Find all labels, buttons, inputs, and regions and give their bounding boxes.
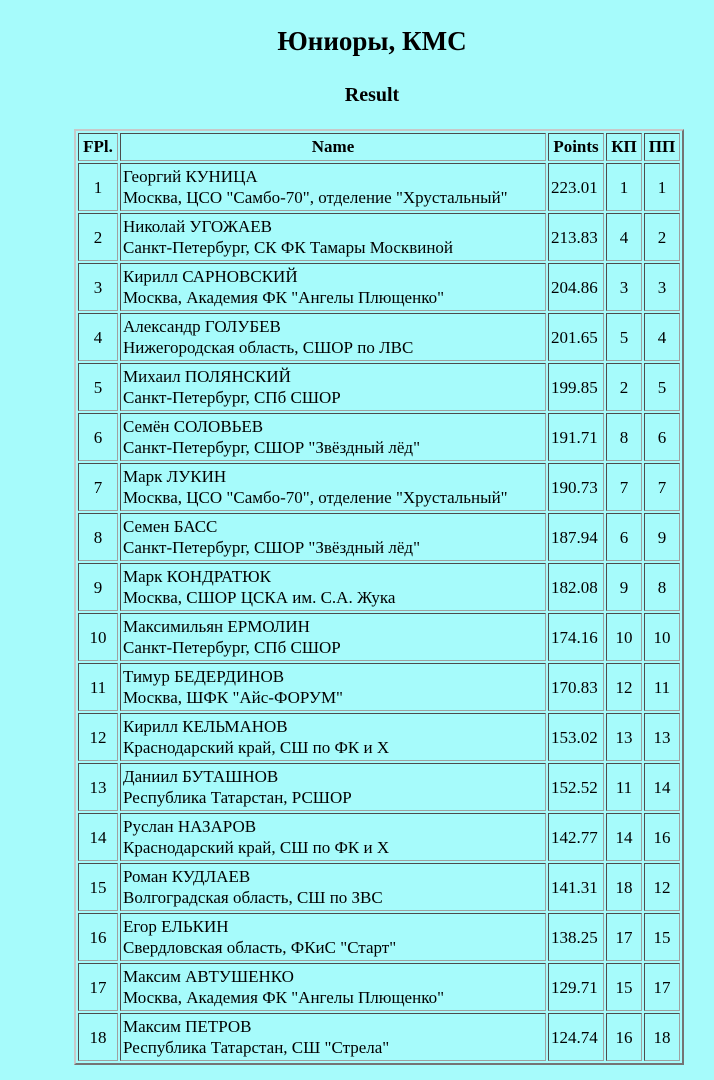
skater-name: Семен БАСС [123, 517, 218, 536]
points-cell: 204.86 [548, 263, 604, 311]
pp-cell: 5 [644, 363, 680, 411]
skater-name: Даниил БУТАШНОВ [123, 767, 279, 786]
kp-cell: 17 [606, 913, 642, 961]
points-cell: 191.71 [548, 413, 604, 461]
skater-name: Георгий КУНИЦА [123, 167, 258, 186]
pp-cell: 13 [644, 713, 680, 761]
column-header-pp: ПП [644, 133, 680, 161]
pp-cell: 7 [644, 463, 680, 511]
points-cell: 187.94 [548, 513, 604, 561]
kp-cell: 4 [606, 213, 642, 261]
kp-cell: 14 [606, 813, 642, 861]
place-cell: 7 [78, 463, 118, 511]
pp-cell: 17 [644, 963, 680, 1011]
table-row [78, 613, 680, 661]
points-cell: 170.83 [548, 663, 604, 711]
points-cell: 152.52 [548, 763, 604, 811]
place-cell: 10 [78, 613, 118, 661]
kp-cell: 7 [606, 463, 642, 511]
place-cell: 6 [78, 413, 118, 461]
kp-cell: 11 [606, 763, 642, 811]
table-row [78, 663, 680, 711]
points-cell: 129.71 [548, 963, 604, 1011]
table-row [78, 263, 680, 311]
table-header-row [78, 133, 680, 161]
name-cell [120, 413, 546, 461]
pp-cell: 4 [644, 313, 680, 361]
points-cell: 141.31 [548, 863, 604, 911]
table-row [78, 763, 680, 811]
table-row [78, 813, 680, 861]
name-cell [120, 713, 546, 761]
table-row [78, 463, 680, 511]
kp-cell: 8 [606, 413, 642, 461]
name-cell [120, 763, 546, 811]
place-cell: 14 [78, 813, 118, 861]
kp-cell: 18 [606, 863, 642, 911]
skater-name: Кирилл САРНОВСКИЙ [123, 267, 298, 286]
table-row [78, 963, 680, 1011]
points-cell: 182.08 [548, 563, 604, 611]
table-row [78, 1013, 680, 1061]
skater-name: Семён СОЛОВЬЕВ [123, 417, 264, 436]
kp-cell: 16 [606, 1013, 642, 1061]
place-cell: 3 [78, 263, 118, 311]
pp-cell: 18 [644, 1013, 680, 1061]
pp-cell: 11 [644, 663, 680, 711]
place-cell: 4 [78, 313, 118, 361]
pp-cell: 3 [644, 263, 680, 311]
table-row [78, 713, 680, 761]
pp-cell: 6 [644, 413, 680, 461]
points-cell: 201.65 [548, 313, 604, 361]
place-cell: 15 [78, 863, 118, 911]
name-cell [120, 613, 546, 661]
skater-name: Роман КУДЛАЕВ [123, 867, 251, 886]
points-cell: 190.73 [548, 463, 604, 511]
name-cell [120, 863, 546, 911]
skater-club: Санкт-Петербург, СК ФК Тамары Москвиной [123, 238, 454, 257]
kp-cell: 2 [606, 363, 642, 411]
place-cell: 8 [78, 513, 118, 561]
skater-club: Нижегородская область, СШОР по ЛВС [123, 338, 414, 357]
points-cell: 174.16 [548, 613, 604, 661]
skater-club: Волгоградская область, СШ по ЗВС [123, 888, 383, 907]
skater-club: Санкт-Петербург, СШОР "Звёздный лёд" [123, 538, 421, 557]
column-header-fpl: FPl. [78, 133, 118, 161]
skater-club: Республика Татарстан, РСШОР [123, 788, 352, 807]
skater-club: Краснодарский край, СШ по ФК и Х [123, 738, 390, 757]
place-cell: 13 [78, 763, 118, 811]
skater-club: Москва, Академия ФК "Ангелы Плющенко" [123, 988, 445, 1007]
name-cell [120, 513, 546, 561]
place-cell: 9 [78, 563, 118, 611]
skater-club: Санкт-Петербург, СШОР "Звёздный лёд" [123, 438, 421, 457]
kp-cell: 12 [606, 663, 642, 711]
skater-name: Егор ЕЛЬКИН [123, 917, 229, 936]
name-cell [120, 463, 546, 511]
pp-cell: 9 [644, 513, 680, 561]
place-cell: 16 [78, 913, 118, 961]
points-cell: 213.83 [548, 213, 604, 261]
table-row [78, 863, 680, 911]
points-cell: 124.74 [548, 1013, 604, 1061]
kp-cell: 3 [606, 263, 642, 311]
column-header-points: Points [548, 133, 604, 161]
name-cell [120, 813, 546, 861]
column-header-kp: КП [606, 133, 642, 161]
skater-club: Свердловская область, ФКиС "Старт" [123, 938, 397, 957]
column-header-name: Name [120, 133, 546, 161]
place-cell: 2 [78, 213, 118, 261]
points-cell: 153.02 [548, 713, 604, 761]
table-row [78, 913, 680, 961]
results-table [74, 129, 684, 1065]
skater-name: Максим АВТУШЕНКО [123, 967, 294, 986]
place-cell: 1 [78, 163, 118, 211]
skater-name: Руслан НАЗАРОВ [123, 817, 257, 836]
skater-club: Республика Татарстан, СШ "Стрела" [123, 1038, 390, 1057]
pp-cell: 8 [644, 563, 680, 611]
skater-name: Михаил ПОЛЯНСКИЙ [123, 367, 291, 386]
skater-name: Кирилл КЕЛЬМАНОВ [123, 717, 288, 736]
pp-cell: 16 [644, 813, 680, 861]
skater-club: Москва, ЦСО "Самбо-70", отделение "Хрустальный" [123, 188, 508, 207]
kp-cell: 13 [606, 713, 642, 761]
name-cell [120, 563, 546, 611]
points-cell: 223.01 [548, 163, 604, 211]
pp-cell: 15 [644, 913, 680, 961]
pp-cell: 2 [644, 213, 680, 261]
skater-club: Краснодарский край, СШ по ФК и Х [123, 838, 390, 857]
skater-name: Марк ЛУКИН [123, 467, 227, 486]
name-cell [120, 313, 546, 361]
place-cell: 18 [78, 1013, 118, 1061]
page-subtitle: Result [344, 84, 400, 106]
skater-name: Александр ГОЛУБЕВ [123, 317, 281, 336]
table-row [78, 313, 680, 361]
pp-cell: 14 [644, 763, 680, 811]
table-row [78, 213, 680, 261]
skater-club: Санкт-Петербург, СПб СШОР [123, 388, 341, 407]
skater-name: Максимильян ЕРМОЛИН [123, 617, 310, 636]
kp-cell: 5 [606, 313, 642, 361]
name-cell [120, 1013, 546, 1061]
pp-cell: 12 [644, 863, 680, 911]
place-cell: 5 [78, 363, 118, 411]
pp-cell: 1 [644, 163, 680, 211]
kp-cell: 6 [606, 513, 642, 561]
name-cell [120, 263, 546, 311]
table-row [78, 563, 680, 611]
name-cell [120, 213, 546, 261]
skater-name: Марк КОНДРАТЮК [123, 567, 271, 586]
table-row [78, 513, 680, 561]
page-title: Юниоры, КМС [277, 26, 467, 56]
name-cell [120, 163, 546, 211]
skater-club: Москва, ШФК "Айс-ФОРУМ" [123, 688, 343, 707]
place-cell: 17 [78, 963, 118, 1011]
points-cell: 199.85 [548, 363, 604, 411]
place-cell: 11 [78, 663, 118, 711]
skater-club: Москва, Академия ФК "Ангелы Плющенко" [123, 288, 445, 307]
skater-name: Николай УГОЖАЕВ [123, 217, 272, 236]
points-cell: 142.77 [548, 813, 604, 861]
table-row [78, 363, 680, 411]
table-row [78, 413, 680, 461]
kp-cell: 9 [606, 563, 642, 611]
name-cell [120, 363, 546, 411]
skater-name: Максим ПЕТРОВ [123, 1017, 252, 1036]
skater-club: Москва, СШОР ЦСКА им. С.А. Жука [123, 588, 396, 607]
pp-cell: 10 [644, 613, 680, 661]
points-cell: 138.25 [548, 913, 604, 961]
name-cell [120, 963, 546, 1011]
name-cell [120, 663, 546, 711]
skater-club: Москва, ЦСО "Самбо-70", отделение "Хрустальный" [123, 488, 508, 507]
name-cell [120, 913, 546, 961]
kp-cell: 15 [606, 963, 642, 1011]
table-row [78, 163, 680, 211]
results-body [78, 163, 680, 1061]
place-cell: 12 [78, 713, 118, 761]
kp-cell: 1 [606, 163, 642, 211]
skater-name: Тимур БЕДЕРДИНОВ [123, 667, 285, 686]
kp-cell: 10 [606, 613, 642, 661]
skater-club: Санкт-Петербург, СПб СШОР [123, 638, 341, 657]
